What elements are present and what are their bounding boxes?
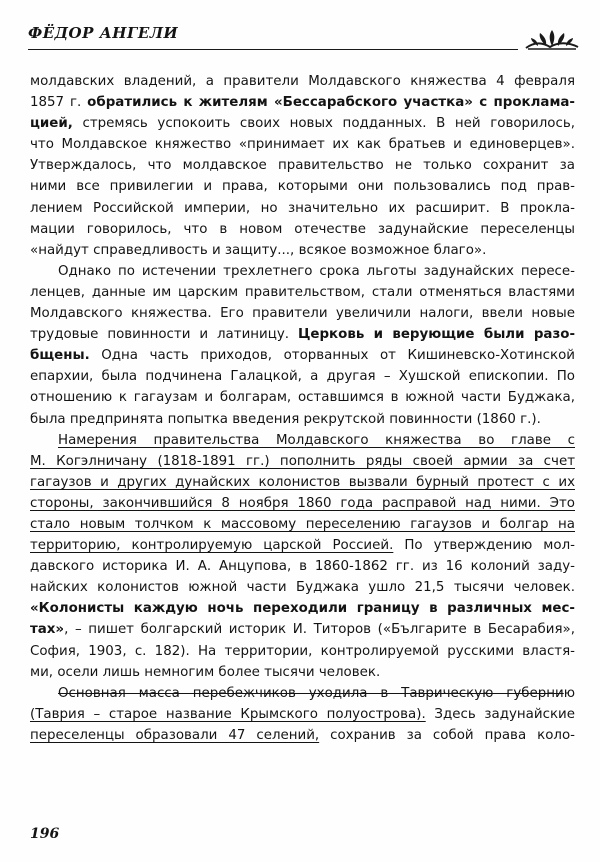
text-line bbox=[30, 451, 575, 472]
text-line: бщены. Одна часть приходов, оторванных от Кишиневско-Хотинской bbox=[30, 348, 575, 364]
paragraph-1 bbox=[30, 71, 575, 261]
text-line bbox=[30, 493, 575, 514]
paragraph-3-underlined bbox=[30, 430, 575, 683]
text-line: (Таврия – старое название Крымского полуострова). Здесь задунайские bbox=[30, 706, 575, 722]
text-line: София, 1903, с. 182). На территории, контролируемой русскими властя- bbox=[30, 643, 575, 659]
handwritten-underline: М. Когэлничану (1818-1891 гг.) пополнить ряды своей армии за счет bbox=[30, 453, 575, 469]
author-name: ФЁДОР АНГЕЛИ bbox=[28, 24, 179, 42]
text-line: отношению к гагаузам и болгарам, оставшимся в южной части Буджака, bbox=[30, 390, 575, 406]
handwritten-strike: Основная масса перебежчиков уходила в Таврическую губерни bbox=[58, 685, 564, 701]
text-line: ними все привилегии и права, которыми они пользовались под прав- bbox=[30, 179, 575, 195]
text-line: мации говорилось, что в новом отечестве задунайские переселенцы bbox=[30, 221, 575, 237]
text-line bbox=[30, 472, 575, 493]
floral-ornament-icon bbox=[524, 28, 580, 52]
handwritten-underline: гагаузов и других дунайских колонистов вызвали бурный протест с их bbox=[30, 474, 575, 490]
text-line: Утверждалось, что молдавское правительство не только сохранит за bbox=[30, 158, 575, 174]
text-line: Молдавского княжества. Его правители увеличили налоги, ввели новые bbox=[30, 306, 575, 322]
text-line: цией, стремясь успокоить своих новых подданных. В ней говорилось, bbox=[30, 116, 575, 132]
text-line: лением Российской империи, но значительно их расширит. В прокла- bbox=[30, 200, 575, 216]
text-line: найских колонистов южной части Буджака ушло 21,5 тысячи человек. bbox=[30, 580, 575, 596]
text-line: ленцев, данные им царским правительством, стали отменяться властями bbox=[30, 284, 575, 300]
text-line: 1857 г. обратились к жителям «Бессарабского участка» с проклама- bbox=[30, 95, 575, 111]
paragraph-2 bbox=[30, 261, 575, 430]
running-header bbox=[28, 20, 580, 50]
text-line: молдавских владений, а правители Молдавского княжества 4 февраля bbox=[30, 74, 575, 89]
text-line: территорию, контролируемую царской Россией. По утверждению мол- bbox=[30, 538, 575, 554]
text-line: давского историка И. А. Анцупова, в 1860-1862 гг. из 16 колоний заду- bbox=[30, 559, 575, 575]
text-line: трудовые повинности и латиницу. Церковь и верующие были разо- bbox=[30, 327, 575, 343]
text-line: была предпринята попытка введения рекрутской повинности (1860 г.). bbox=[30, 411, 541, 427]
handwritten-underline: Намерения правительства Молдавского княжества во главе с bbox=[58, 432, 575, 448]
handwritten-underline: (Таврия – старое название Крымского полуострова). bbox=[30, 706, 426, 722]
text-line: Основная масса перебежчиков уходила в Таврическую губернию bbox=[58, 685, 575, 701]
text-line: тах», – пишет болгарский историк И. Титоров («Българите в Бесарабия», bbox=[30, 622, 575, 638]
handwritten-underline: переселенцы образовали 47 селений, bbox=[30, 727, 320, 743]
text-line: епархии, была подчинена Галацкой, а другая – Хушской епископии. По bbox=[30, 369, 575, 385]
handwritten-underline: стороны, закончившийся 8 ноября 1860 года расправой над ними. Это bbox=[30, 495, 575, 511]
handwritten-underline: территорию, контролируемую царской Россией. bbox=[30, 538, 394, 554]
text-line bbox=[30, 430, 575, 451]
text-line: «найдут справедливость и защиту..., всякое возможное благо». bbox=[30, 242, 487, 258]
text-line bbox=[30, 514, 575, 535]
text-line: «Колонисты каждую ночь переходили границу в различных мес- bbox=[30, 601, 575, 617]
header-rule bbox=[28, 49, 518, 50]
text-line: ми, осели лишь немногим более тысячи человек. bbox=[30, 664, 381, 680]
paragraph-4 bbox=[30, 683, 575, 746]
page-body bbox=[30, 71, 575, 746]
text-line: что Молдавское княжество «принимает их как братьев и единоверцев». bbox=[30, 137, 575, 153]
text-line: Однако по истечении трехлетнего срока льготы задунайских пересе- bbox=[58, 263, 575, 279]
handwritten-underline: стало новым толчком к массовому переселению гагаузов и болгар на bbox=[30, 516, 575, 532]
page-number: 196 bbox=[30, 826, 60, 842]
text-line: переселенцы образовали 47 селений, сохранив за собой права коло- bbox=[30, 727, 575, 743]
